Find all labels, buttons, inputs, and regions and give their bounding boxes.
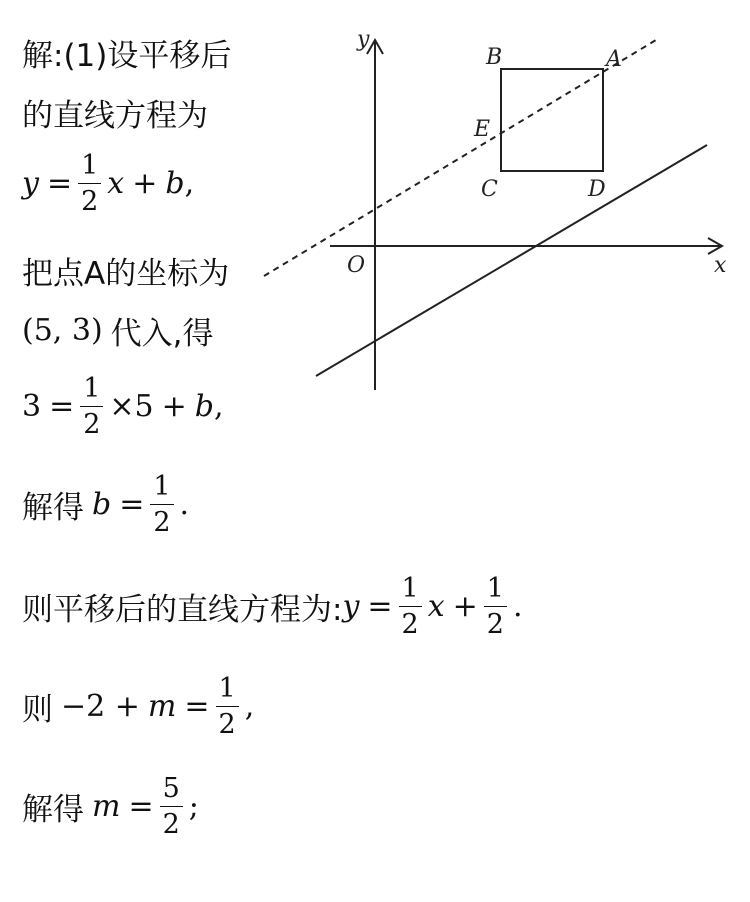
equation-substituted: [22, 375, 224, 438]
substitute-text: 把点A的坐标为: [22, 256, 230, 292]
point-label-E: E: [474, 117, 491, 142]
point-label-D: D: [588, 177, 606, 202]
var-x: x: [107, 166, 125, 201]
var-y: y: [342, 589, 360, 624]
equals-sign: =: [49, 389, 75, 424]
dashed-line: [264, 40, 656, 276]
numerator: 1: [81, 150, 99, 181]
denominator: 2: [80, 406, 103, 438]
denominator: 2: [484, 606, 507, 638]
equation-m-value: [22, 775, 199, 838]
numerator: 1: [218, 673, 236, 704]
fraction: [80, 375, 103, 438]
solution-line-4: [22, 248, 229, 293]
solve-prefix: 解得: [22, 792, 84, 828]
plus-sign: +: [161, 389, 187, 424]
var-b: b: [92, 487, 112, 522]
denominator: 2: [160, 806, 183, 838]
y-axis-label: y: [357, 27, 370, 52]
var-x: x: [427, 589, 445, 624]
equals-sign: =: [119, 487, 145, 522]
denominator: 2: [216, 706, 239, 738]
point-label-C: C: [481, 177, 498, 202]
fraction: [216, 675, 239, 738]
equation-m: [22, 675, 254, 738]
numerator: 1: [153, 471, 171, 502]
square-ABDC: [501, 69, 603, 171]
numerator: 1: [486, 573, 504, 604]
solution-intro-cont: 的直线方程为: [22, 98, 208, 134]
plus-sign: +: [452, 589, 478, 624]
equals-sign: =: [46, 166, 73, 201]
fraction: [78, 152, 101, 215]
expression: −2 +: [61, 689, 140, 724]
result-prefix: 则平移后的直线方程为:: [22, 592, 343, 628]
denominator: 2: [150, 504, 173, 536]
denominator: 2: [78, 183, 101, 215]
equals-sign: =: [367, 589, 393, 624]
fraction-slope: [399, 575, 422, 638]
solution-intro: 解:(1)设平移后: [22, 38, 232, 74]
solution-line-2: [22, 90, 208, 135]
solve-prefix: 解得: [22, 490, 84, 526]
equation-translated-line: [22, 575, 523, 638]
period: .: [179, 487, 190, 522]
point-label-B: B: [486, 45, 503, 70]
numerator: 5: [162, 773, 180, 804]
period: .: [512, 589, 523, 624]
comma: ,: [214, 389, 224, 424]
equation-b-value: [22, 473, 189, 536]
var-b: b: [165, 166, 185, 201]
point-coordinate: (5, 3): [22, 313, 103, 348]
numerator: 1: [401, 573, 419, 604]
var-y: y: [22, 166, 39, 201]
then-prefix: 则: [22, 692, 53, 728]
equals-sign: =: [128, 789, 154, 824]
solution-line-1: [22, 30, 231, 75]
semicolon: ;: [188, 789, 199, 824]
x-axis-label: x: [714, 253, 727, 278]
point-label-A: A: [606, 47, 622, 72]
coordinate-figure: [258, 24, 738, 396]
fraction: [150, 473, 173, 536]
denominator: 2: [399, 606, 422, 638]
var-m: m: [92, 789, 121, 824]
comma: ,: [244, 689, 255, 724]
substitute-cont: 代入,得: [110, 316, 214, 352]
equals-sign: =: [184, 689, 210, 724]
fraction: [160, 775, 183, 838]
plus-sign: +: [132, 166, 158, 201]
origin-label: O: [347, 253, 366, 278]
numerator: 1: [83, 373, 101, 404]
lhs-value: 3: [22, 389, 42, 424]
solution-line-5: [22, 308, 214, 353]
var-m: m: [147, 689, 177, 724]
comma: ,: [184, 166, 195, 201]
equation-line-form: [22, 152, 194, 215]
var-b: b: [194, 389, 215, 424]
fraction-intercept: [484, 575, 507, 638]
times-five: ×5: [109, 389, 154, 424]
